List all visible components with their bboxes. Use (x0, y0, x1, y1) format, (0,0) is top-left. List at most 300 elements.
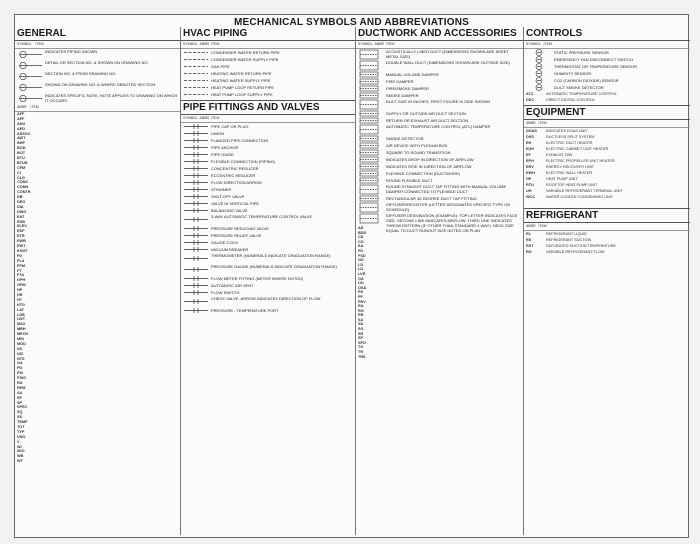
ctrl-symbol-icon (526, 63, 552, 70)
abbreviation-cell: EAT (17, 214, 25, 219)
description-cell: SECTION NO. & FROM DRAWING NO. (45, 71, 117, 76)
abbreviation-cell: MAX (17, 322, 26, 327)
ctrl-symbol-icon (526, 56, 552, 63)
general-abbr-header: ABBR ITEM (15, 104, 180, 112)
ductwork-header: DUCTWORK AND ACCESSORIES (356, 27, 523, 41)
abbreviation-cell: CONC (17, 180, 29, 185)
abbreviation-cell: TEMP (17, 420, 28, 425)
abbreviation-cell: MOD (17, 341, 26, 346)
hvac-piping-row (181, 49, 355, 56)
abbreviation-cell: TRS (358, 354, 366, 359)
equipment-table-header: ABBR ITEM (524, 120, 690, 128)
description-cell: ROUND FLEXIBLE DUCT (386, 178, 433, 183)
abbreviation-cell: FSD (358, 253, 366, 258)
general-symbol-row (15, 93, 180, 104)
pipe-fitting-row (181, 200, 355, 207)
pipe-symbol-icon (183, 84, 209, 91)
controls-abbreviations-list (524, 91, 690, 103)
pipe-fitting-row (181, 179, 355, 186)
ductwork-row (356, 85, 523, 92)
abbreviation-cell: PSIG (17, 376, 27, 381)
fitting-symbol-icon (183, 207, 209, 214)
symbol-cell (17, 71, 43, 82)
fitting-symbol-icon (183, 172, 209, 179)
symbol-cell (17, 93, 43, 104)
ductwork-row (356, 202, 523, 213)
gen-symbol-icon (17, 60, 43, 71)
abbreviation-cell: BTUH (17, 160, 28, 165)
symbol-cell (183, 225, 209, 232)
fitting-symbol-icon (183, 282, 209, 289)
abbreviation-cell: HP (526, 177, 532, 181)
pipe-fitting-row (181, 225, 355, 232)
fitting-symbol-icon (183, 246, 209, 253)
symbol-cell (526, 84, 552, 91)
abbreviation-cell: FT (17, 268, 22, 273)
duct-symbol-icon (358, 213, 384, 224)
description-cell: HUMIDITY SENSOR (554, 71, 592, 76)
description-cell: BALANCING VALVE (211, 208, 248, 213)
symbol-cell (183, 130, 209, 137)
duct-symbol-icon (358, 184, 384, 195)
abbreviation-cell: OA (358, 276, 364, 281)
symbol-cell (358, 78, 384, 85)
gen-symbol-icon (17, 71, 43, 82)
symbol-cell (358, 184, 384, 195)
symbol-cell (183, 84, 209, 91)
description-cell: PIPE CAP OR PLUG (211, 124, 249, 129)
ductwork-row (356, 156, 523, 163)
symbol-cell (183, 172, 209, 179)
pipe-fitting-row (181, 264, 355, 275)
symbol-cell (358, 135, 384, 142)
abbreviation-cell: SG (358, 327, 364, 332)
symbol-cell (526, 49, 552, 56)
abbreviation-cell: AHU (17, 121, 26, 126)
symbol-cell (358, 110, 384, 117)
symbol-cell (358, 170, 384, 177)
abbreviation-cell: LAT (17, 307, 25, 312)
general-symbol-row (15, 82, 180, 93)
ductwork-row (356, 60, 523, 71)
gen-symbol-icon (17, 93, 43, 104)
symbol-cell (183, 179, 209, 186)
abbreviation-description-cell: ROOFTOP HEAT PUMP UNIT (546, 183, 598, 187)
controls-row (524, 77, 690, 84)
abbreviation-description-cell: ENERGY RECOVERY UNIT (546, 165, 595, 169)
description-cell: MANUAL VOLUME DAMPER (386, 72, 439, 77)
pipe-fitting-row (181, 165, 355, 172)
symbol-cell (183, 63, 209, 70)
description-cell: PIPE GUIDE (211, 152, 234, 157)
abbreviation-cell: SP (17, 400, 23, 405)
description-cell: HEATING WATER RETURN PIPE (211, 71, 272, 76)
abbreviation-cell: DIA (17, 204, 24, 209)
abbreviation-cell: CI (17, 170, 21, 175)
hvac-table-header: SYMBOL ABBR ITEM (181, 41, 355, 49)
hvac-piping-row (181, 63, 355, 70)
mechanical-legend-sheet (14, 14, 689, 538)
abbreviation-cell: DEG (17, 200, 26, 205)
abbreviation-cell: AFF (17, 116, 25, 121)
abbreviation-cell: HT (17, 297, 23, 302)
duct-symbol-icon (358, 85, 384, 92)
description-cell: ACOUSTICALLY LINED DUCT (DIMENSIONS SHOWN ARE SHEET METAL SIZE) (386, 49, 509, 59)
duct-symbol-icon (358, 195, 384, 202)
ductwork-row (356, 124, 523, 135)
duct-symbol-icon (358, 177, 384, 184)
abbreviation-cell: MECH (17, 332, 29, 337)
abbreviation-cell: EWB (17, 239, 26, 244)
symbol-cell (358, 142, 384, 149)
abbreviation-cell: BOD (17, 146, 26, 151)
ductwork-row (356, 49, 523, 60)
description-cell: GAUGE COCK (211, 240, 239, 245)
abbreviation-cell: CFM (17, 165, 26, 170)
abbreviation-cell: CONTR (17, 190, 31, 195)
abbreviation-cell: SA (17, 390, 23, 395)
abbreviation-cell: SPEC (17, 405, 28, 410)
hvac-piping-list (181, 49, 355, 98)
pipe-symbol-icon (183, 63, 209, 70)
ductwork-row (356, 149, 523, 156)
ductwork-row (356, 135, 523, 142)
description-cell: INDICATES RISE IN DIRECTION OF AIRFLOW (386, 164, 472, 169)
abbreviation-cell: DOAS (526, 129, 537, 133)
duct-symbol-icon (358, 99, 384, 110)
description-cell: DIFFUSER/REGISTER (LETTER DESIGNATES SPECIFIC TYPE ON SCHEDULE) (386, 202, 511, 212)
controls-abbreviation-row (524, 97, 690, 103)
general-symbol-row (15, 60, 180, 71)
abbreviation-cell: SR (358, 331, 364, 336)
pipe-fitting-row (181, 232, 355, 239)
abbreviation-cell: AWT (17, 136, 26, 141)
description-cell: ROUND STRAIGHT DUCT TAP FITTING WITH MANUAL VOLUME DAMPER CONNECTED TO FLEXIBLE DUCT (386, 184, 507, 194)
hvac-piping-row (181, 91, 355, 98)
abbreviation-cell: APD (17, 126, 26, 131)
equipment-row (524, 194, 690, 200)
symbol-cell (183, 151, 209, 158)
fitting-symbol-icon (183, 296, 209, 307)
abbreviation-cell: EH (526, 141, 532, 145)
description-cell: FLOW DIRECTION ARROW (211, 180, 262, 185)
description-cell: INDICATES DROP IN DIRECTION OF AIRFLOW (386, 157, 474, 162)
abbreviation-cell: TYP (17, 429, 25, 434)
symbol-cell (183, 307, 209, 314)
symbol-cell (358, 163, 384, 170)
symbol-cell (183, 70, 209, 77)
ductwork-row (356, 110, 523, 117)
description-cell: DOUBLE WALL DUCT (DIMENSIONS SHOWN ARE OUTSIDE SIZE) (386, 60, 510, 65)
abbreviation-cell: DWG (17, 209, 27, 214)
abbreviation-cell: ESP (17, 229, 25, 234)
description-cell: VALVE IN VERTICAL PIPE (211, 201, 260, 206)
symbol-cell (358, 49, 384, 60)
symbol-cell (358, 149, 384, 156)
abbreviation-cell: BOT (17, 151, 26, 156)
ductwork-row (356, 99, 523, 110)
fitting-symbol-icon (183, 225, 209, 232)
symbol-cell (358, 213, 384, 224)
controls-header: CONTROLS (524, 27, 690, 41)
symbol-cell (183, 165, 209, 172)
symbol-cell (526, 56, 552, 63)
abbreviation-cell: ELEV (17, 224, 27, 229)
general-symbol-row (15, 71, 180, 82)
symbol-cell (358, 156, 384, 163)
fitting-symbol-icon (183, 193, 209, 200)
pipe-symbol-icon (183, 91, 209, 98)
description-cell: STATIC PRESSURE SENSOR (554, 50, 609, 55)
pipe-fitting-row (181, 307, 355, 314)
abbreviation-cell: MIN (17, 336, 24, 341)
symbol-cell (358, 99, 384, 110)
abbreviation-cell: PF (358, 294, 363, 299)
description-cell: FLEXIBLE CONNECTION (PIPING) (211, 159, 276, 164)
abbreviation-cell: PD (17, 366, 23, 371)
controls-row (524, 56, 690, 63)
abbreviation-cell: OSA (358, 285, 367, 290)
abbreviation-cell: BTU (17, 156, 25, 161)
abbreviation-cell: CD (358, 235, 364, 240)
abbreviation-description-cell: AUTOMATIC TEMPERATURE CONTROL (546, 92, 618, 96)
duct-symbol-icon (358, 71, 384, 78)
abbreviation-cell: OD (358, 281, 364, 286)
symbol-cell (358, 202, 384, 213)
pipe-fitting-row (181, 282, 355, 289)
abbreviation-cell: WB (17, 454, 24, 459)
abbreviation-cell: EDB (17, 219, 26, 224)
duct-symbol-icon (358, 60, 384, 71)
description-cell: HEAT PUMP LOOP SUPPLY PIPE (211, 92, 273, 97)
abbreviation-cell: RPM (17, 385, 26, 390)
description-cell: SMOKE DETECTOR (386, 136, 424, 141)
refrigerant-row (524, 249, 690, 255)
abbreviation-cell: PSI (17, 371, 24, 376)
description-cell: FLOW METER FITTING (METER WHERE NOTED) (211, 276, 304, 281)
description-cell: AUTOMATIC TEMPERATURE CONTROL (ATC) DAMPER (386, 124, 491, 129)
description-cell: AUTOMATIC AIR VENT (211, 283, 254, 288)
duct-symbol-icon (358, 170, 384, 177)
symbol-cell (358, 195, 384, 202)
abbreviation-description-cell: ELECTRIC WALL HEATER (546, 171, 593, 175)
abbreviation-cell: LVR (358, 271, 366, 276)
description-cell: RECTANGULAR 45 DEGREE DUCT TAP FITTING (386, 196, 477, 201)
symbol-cell (358, 177, 384, 184)
abbreviation-cell: W/O (17, 449, 25, 454)
description-cell: 3-WAY AUTOMATIC TEMPERATURE CONTROL VALVE (211, 214, 313, 219)
symbol-cell (17, 82, 43, 93)
abbreviation-cell: WT (17, 459, 23, 464)
fitting-symbol-icon (183, 264, 209, 275)
pipe-fitting-row (181, 151, 355, 158)
abbreviation-cell: SQ (17, 410, 23, 415)
abbreviation-description-cell: ELECTRIC PROPELLER UNIT HEATER (546, 159, 615, 163)
abbreviation-cell: ETR (17, 234, 25, 239)
sheet-title: MECHANICAL SYMBOLS AND ABBREVIATIONS (234, 17, 469, 28)
pipe-fitting-row (181, 123, 355, 130)
general-table-header: SYMBOL ITEM (15, 41, 180, 49)
abbreviation-cell: NC (17, 346, 23, 351)
symbol-cell (183, 144, 209, 151)
description-cell: PIPE ANCHOR (211, 145, 239, 150)
duct-symbol-icon (358, 163, 384, 170)
controls-row (524, 84, 690, 91)
description-cell: INDICATES SPECIFIC NOTE, NOTE APPLIES TO DRAWING ON WHICH IT OCCURS (45, 93, 178, 103)
duct-symbol-icon (358, 92, 384, 99)
controls-column (523, 27, 690, 535)
abbreviation-cell: SF (17, 395, 22, 400)
ductwork-row (356, 170, 523, 177)
abbreviation-description-cell: SATURATED SUCTION TEMPERATURE (546, 244, 616, 248)
abbreviation-cell: WCC (526, 195, 536, 199)
abbreviation-cell: LD (358, 267, 364, 272)
pipe-fitting-row (181, 144, 355, 151)
description-cell: SHOWN ON DRAWING NO. & WHERE DENOTED SECTION (45, 82, 156, 87)
pipe-fittings-table-header: SYMBOL ABBR ITEM (181, 115, 355, 123)
general-header: GENERAL (15, 27, 180, 41)
abbreviation-description-cell: WATER COOLED CONDENSING UNIT (546, 195, 614, 199)
pipe-fitting-row (181, 186, 355, 193)
abbreviation-cell: FD (17, 253, 23, 258)
description-cell: FLEXIBLE CONNECTION (DUCTWORK) (386, 171, 461, 176)
abbreviation-cell: MBH (17, 327, 26, 332)
symbol-cell (183, 193, 209, 200)
description-cell: PRESSURE - TEMPERATURE PORT (211, 308, 279, 313)
ductwork-row (356, 195, 523, 202)
controls-row (524, 49, 690, 56)
abbreviation-cell: EF (526, 153, 531, 157)
abbreviation-cell: NIC (17, 351, 24, 356)
description-cell: HEAT PUMP LOOP RETURN PIPE (211, 85, 275, 90)
abbreviation-cell: SD (358, 322, 364, 327)
ductwork-row (356, 92, 523, 99)
symbol-cell (183, 123, 209, 130)
abbreviation-cell: GPH (17, 278, 26, 283)
pipe-fitting-row (181, 193, 355, 200)
abbreviation-cell: DB (17, 195, 23, 200)
description-cell: UNION (211, 131, 224, 136)
fitting-symbol-icon (183, 137, 209, 144)
symbol-cell (183, 200, 209, 207)
abbreviation-cell: CO (358, 239, 364, 244)
symbol-cell (183, 56, 209, 63)
fitting-symbol-icon (183, 275, 209, 282)
fitting-symbol-icon (183, 179, 209, 186)
ductwork-row (356, 163, 523, 170)
description-cell: THERMOMETER (NUMERALS INDICATE GRADUATION RANGE) (211, 253, 331, 258)
pipe-fitting-row (181, 207, 355, 214)
pipe-fitting-row (181, 296, 355, 307)
abbreviation-description-cell: DUCTLESS SPLIT SYSTEM (546, 135, 595, 139)
general-column (15, 27, 180, 535)
fitting-symbol-icon (183, 289, 209, 296)
symbol-cell (183, 214, 209, 225)
abbreviation-cell: SA (358, 317, 364, 322)
description-cell: DUCT SIZE IN INCHES, FIRST FIGURE IS SIDE SHOWN (386, 99, 491, 104)
fitting-symbol-icon (183, 253, 209, 264)
description-cell: ECCENTRIC REDUCER (211, 173, 256, 178)
ductwork-row (356, 142, 523, 149)
description-cell: AIR DEVICE WITH PLENUM BOX (386, 143, 448, 148)
abbreviation-cell: ASSOC (17, 131, 31, 136)
ductwork-abbreviations-list (356, 226, 523, 359)
symbol-cell (183, 186, 209, 193)
abbreviation-cell: EWH (526, 171, 535, 175)
description-cell: PRESSURE GAUGE (NUMERALS INDICATE GRADUATION RANGE) (211, 264, 337, 269)
symbol-cell (183, 253, 209, 264)
general-symbol-row (15, 49, 180, 60)
duct-symbol-icon (358, 149, 384, 156)
hvac-piping-row (181, 84, 355, 91)
description-cell: FLOW SWITCH (211, 290, 240, 295)
abbreviation-cell: RS (526, 238, 532, 242)
abbreviation-cell: FPM (17, 263, 26, 268)
duct-symbol-icon (358, 49, 384, 60)
equipment-header: EQUIPMENT (524, 105, 690, 120)
controls-list (524, 49, 690, 91)
abbreviation-description-cell: HEAT PUMP UNIT (546, 177, 578, 181)
abbreviation-cell: FD (358, 248, 364, 253)
pipe-fitting-row (181, 130, 355, 137)
hvac-piping-header: HVAC PIPING (181, 27, 355, 41)
symbol-cell (183, 289, 209, 296)
abbreviation-cell: LDB (17, 312, 25, 317)
abbreviation-cell: TG (358, 345, 364, 350)
fitting-symbol-icon (183, 239, 209, 246)
symbol-cell (183, 282, 209, 289)
pipe-fittings-list (181, 123, 355, 314)
duct-symbol-icon (358, 202, 384, 213)
pipe-fitting-row (181, 289, 355, 296)
abbreviation-cell: LD (358, 262, 364, 267)
duct-symbol-icon (358, 156, 384, 163)
duct-symbol-icon (358, 124, 384, 135)
controls-row (524, 63, 690, 70)
description-cell: VACUUM BREAKER (211, 247, 249, 252)
symbol-cell (17, 49, 43, 60)
description-cell: SUPPLY OR OUTSIDE AIR DUCT SECTION (386, 111, 467, 116)
abbreviation-cell: BDD (358, 230, 367, 235)
ductwork-row (356, 117, 523, 124)
description-cell: THERMOSTAT OR TEMPERATURE SENSOR (554, 64, 637, 69)
abbreviation-cell: RR (358, 313, 364, 318)
symbol-cell (358, 71, 384, 78)
description-cell: RETURN OR EXHAUST AIR DUCT SECTION (386, 118, 469, 123)
abbreviation-cell: V (17, 439, 20, 444)
symbol-cell (183, 275, 209, 282)
symbol-cell (358, 124, 384, 135)
abbreviation-cell: AFF (17, 112, 25, 116)
abbreviation-cell: SS (17, 415, 23, 420)
controls-row (524, 70, 690, 77)
description-cell: PRESSURE REDUCING VALVE (211, 226, 269, 231)
abbreviation-cell: GPM (17, 283, 26, 288)
description-cell: FIRE DAMPER (386, 79, 414, 84)
abbreviation-description-cell: REFRIGERANT SUCTION (546, 238, 592, 242)
abbreviation-description-cell: REFRIGERANT LIQUID (546, 232, 587, 236)
abbreviation-cell: TOT (17, 425, 25, 429)
ductwork-column (355, 27, 523, 535)
abbreviation-cell: EUH (526, 147, 535, 151)
abbreviation-cell: PD (358, 290, 364, 295)
ductwork-row (356, 71, 523, 78)
symbol-cell (17, 60, 43, 71)
ctrl-symbol-icon (526, 70, 552, 77)
fitting-symbol-icon (183, 158, 209, 165)
ctrl-symbol-icon (526, 77, 552, 84)
fitting-symbol-icon (183, 123, 209, 130)
